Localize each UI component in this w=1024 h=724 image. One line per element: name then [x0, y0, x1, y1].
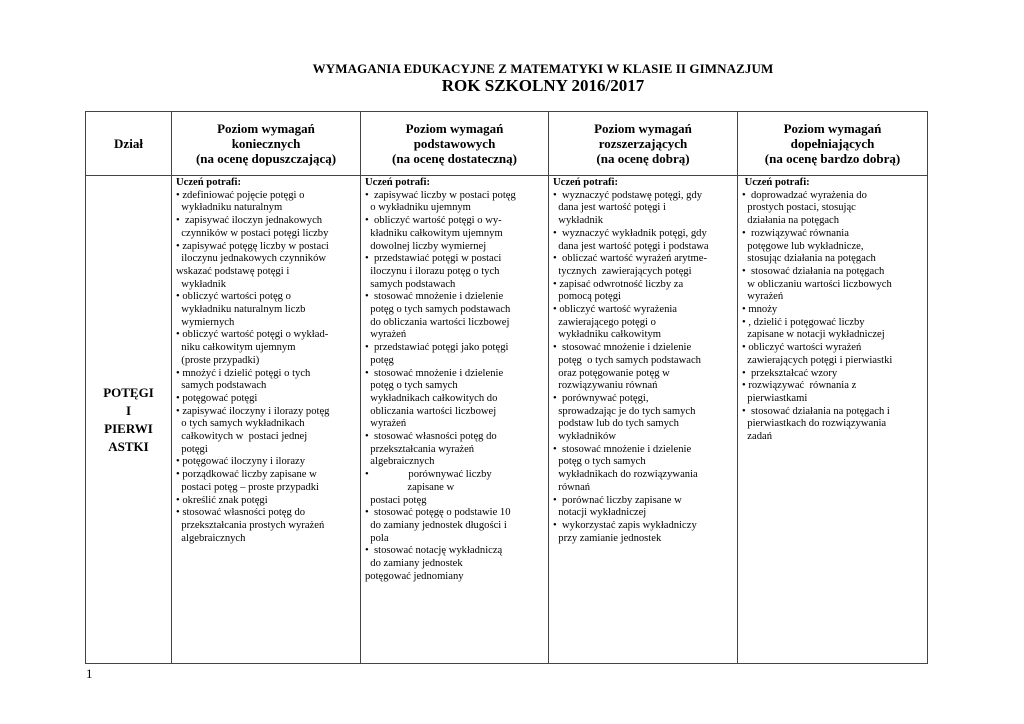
requirement-line: • stosować potęgę o podstawie 10 [365, 507, 511, 519]
requirement-line: równań [553, 481, 591, 493]
requirement-line: potęg o tych samych [365, 380, 458, 392]
requirement-line: sprowadzając je do tych samych [553, 405, 696, 417]
requirement-line: wykładnik [176, 278, 227, 290]
requirement-line: • obliczyć wartość potęgi o wykład- [176, 329, 329, 341]
header-line: dopełniających [790, 136, 875, 151]
section-name-line: ASTKI [108, 438, 149, 454]
requirement-line: pomocą potęgi [553, 291, 621, 303]
requirement-line: prostych postaci, stosując [742, 202, 856, 214]
requirement-line: wykładniku naturalnym [176, 202, 283, 214]
requirement-line: do zamiany jednostek [365, 558, 463, 570]
requirement-line: niku całkowitym ujemnym [176, 342, 296, 354]
requirement-line: zapisane w [365, 481, 455, 493]
requirement-line: wykładnikach do rozwiązywania [553, 469, 698, 481]
requirement-line: • stosować notację wykładniczą [365, 545, 503, 557]
requirement-line: • obliczać wartość wyrażeń arytme- [553, 253, 708, 265]
requirement-line: postaci potęg – proste przypadki [176, 481, 319, 493]
requirement-line: zawierającego potęgi o [553, 316, 656, 328]
requirement-line: • obliczyć wartość wyrażenia [553, 304, 678, 316]
requirement-line: • zapisywać iloczyn jednakowych [176, 215, 323, 227]
requirement-line: podstaw lub do tych samych [553, 418, 679, 430]
requirement-line: • stosować działania na potęgach [742, 265, 885, 277]
page-number: 1 [86, 666, 93, 681]
requirement-line: • określić znak potęgi [176, 494, 268, 506]
requirement-line: obliczania wartości liczbowej [365, 405, 497, 417]
column-lead: Uczeń potrafi: [742, 177, 810, 188]
section-name-line: I [125, 402, 132, 418]
header-line: koniecznych [231, 136, 301, 151]
requirement-line: kładniku całkowitym ujemnym [365, 227, 503, 239]
requirement-line: dowolnej liczby wymiernej [365, 240, 487, 252]
requirement-line: wskazać podstawę potęgi i [176, 265, 290, 277]
requirement-line: wyrażeń [365, 329, 407, 341]
requirement-line: przy zamianie jednostek [553, 532, 662, 544]
header-line: (na ocenę bardzo dobrą) [764, 151, 901, 166]
requirement-line: pierwiastkach do rozwiązywania [742, 418, 887, 430]
requirement-line: do obliczania wartości liczbowej [365, 316, 510, 328]
requirement-line: potęgować jednomiany [365, 570, 464, 582]
header-row [86, 112, 928, 176]
section-name-cell [86, 176, 172, 664]
header-line: Poziom wymagań [594, 121, 692, 136]
requirement-line: potęgi [176, 443, 208, 455]
requirement-line: • zapisywać liczby w postaci potęg [365, 189, 516, 201]
requirement-line: oraz potęgowanie potęg w [553, 367, 670, 379]
requirement-line: wykładników [553, 431, 616, 443]
requirement-line: • wykorzystać zapis wykładniczy [553, 519, 697, 531]
requirement-line: tycznych zawierających potęgi [553, 265, 692, 277]
requirement-line: • zapisywać potęgę liczby w postaci [176, 240, 329, 252]
column-lead: Uczeń potrafi: [365, 177, 431, 188]
requirement-line: • stosować mnożenie i dzielenie [365, 291, 504, 303]
requirement-line: • stosować działania na potęgach i [742, 405, 890, 417]
requirement-line: notacji wykładniczej [553, 507, 647, 519]
requirement-line: • potęgować potęgi [176, 392, 258, 404]
requirement-line: czynników w postaci potęgi liczby [176, 227, 329, 239]
section-name-line: PIERWI [104, 420, 153, 436]
requirement-line: • zapisywać iloczyny i ilorazy potęg [176, 405, 330, 417]
header-line: (na ocenę dopuszczającą) [195, 151, 337, 166]
requirement-line: pierwiastkami [742, 392, 808, 404]
requirement-line: wyrażeń [742, 291, 784, 303]
header-line: (na ocenę dobrą) [596, 151, 690, 166]
requirement-line: potęg o tych samych podstawach [553, 354, 701, 366]
requirement-line: dana jest wartość potęgi i podstawa [553, 240, 709, 252]
requirement-line: • przedstawiać potęgi jako potęgi [365, 342, 509, 354]
requirement-line: w obliczaniu wartości liczbowych [742, 278, 892, 290]
requirement-line: • mnoży [742, 304, 778, 316]
column-lead: Uczeń potrafi: [553, 177, 619, 188]
requirement-line: • rozwiązywać równania z [742, 380, 857, 392]
header-level-4 [738, 112, 928, 176]
header-line: rozszerzających [598, 136, 688, 151]
requirement-line: wykładniku całkowitym [553, 329, 661, 341]
requirement-line: samych podstawach [176, 380, 267, 392]
requirement-line: • przekształcać wzory [742, 367, 838, 379]
requirement-line: • stosować mnożenie i dzielenie [553, 443, 692, 455]
requirement-line: potęgowe lub wykładnicze, [742, 240, 864, 252]
requirement-line: stosując działania na potęgach [742, 253, 876, 265]
section-name-line: POTĘGI [103, 384, 154, 400]
requirements-table [85, 111, 928, 664]
requirement-line: samych podstawach [365, 278, 456, 290]
requirement-line: • stosować mnożenie i dzielenie [553, 342, 692, 354]
requirement-line: • zapisać odwrotność liczby za [553, 278, 684, 290]
requirement-line: • porównywać liczby [365, 469, 492, 481]
requirement-line: działania na potęgach [742, 215, 840, 227]
requirement-line: o wykładniku ujemnym [365, 202, 471, 214]
requirement-line: • doprowadzać wyrażenia do [742, 189, 867, 201]
requirement-line: • wyznaczyć wykładnik potęgi, gdy [553, 227, 707, 239]
header-line: Poziom wymagań [783, 121, 882, 136]
col-podstawowe [361, 176, 549, 664]
requirement-line: iloczynu i ilorazu potęg o tych [365, 265, 500, 277]
requirement-line: przekształcania prostych wyrażeń [176, 519, 325, 531]
requirement-line: • stosować własności potęg do [176, 507, 306, 519]
col-dopelniajace [738, 176, 928, 664]
requirement-line: • obliczyć wartości wyrażeń [742, 342, 862, 354]
header-dzial: Dział [86, 112, 172, 176]
document-title: WYMAGANIA EDUKACYJNE Z MATEMATYKI W KLASIE II GIMNAZJUM [312, 61, 774, 76]
requirement-line: • mnożyć i dzielić potęgi o tych [176, 367, 311, 379]
requirement-line: • obliczyć wartość potęgi o wy- [365, 215, 502, 227]
requirement-line: wykładnikach całkowitych do [365, 392, 498, 404]
requirement-line: • porównywać potęgi, [553, 392, 649, 404]
requirement-line: potęg [365, 354, 394, 366]
col-konieczne [172, 176, 361, 664]
requirement-line: • obliczyć wartości potęg o [176, 291, 291, 303]
requirement-line: • stosować własności potęg do [365, 431, 497, 443]
requirement-line: zapisane w notacji wykładniczej [742, 329, 885, 341]
requirement-line: • potęgować iloczyny i ilorazy [176, 456, 306, 468]
col-rozszerzajace [549, 176, 738, 664]
requirement-line: przekształcania wyrażeń [365, 443, 475, 455]
header-line: podstawowych [413, 136, 496, 151]
requirement-line: • zdefiniować pojęcie potęgi o [176, 189, 305, 201]
requirement-line: o tych samych wykładnikach [176, 418, 305, 430]
requirement-line: wymiernych [176, 316, 235, 328]
requirement-line: algebraicznych [365, 456, 435, 468]
requirement-line: do zamiany jednostek długości i [365, 519, 507, 531]
requirement-line: • rozwiązywać równania [742, 227, 849, 239]
content-row [86, 176, 928, 664]
header-level-2 [361, 112, 549, 176]
requirement-line: potęg o tych samych [553, 456, 646, 468]
requirement-line: (proste przypadki) [176, 354, 260, 366]
header-level-1 [172, 112, 361, 176]
requirement-line: • , dzielić i potęgować liczby [742, 316, 865, 328]
requirement-line: • porównać liczby zapisane w [553, 494, 682, 506]
school-year-title: ROK SZKOLNY 2016/2017 [441, 76, 645, 95]
requirement-line: • przedstawiać potęgi w postaci [365, 253, 502, 265]
header-line: Poziom wymagań [405, 121, 504, 136]
requirement-line: algebraicznych [176, 532, 246, 544]
header-line: (na ocenę dostateczną) [392, 151, 517, 166]
requirement-line: iloczynu jednakowych czynników [176, 253, 327, 265]
requirement-line: dana jest wartość potęgi i [553, 202, 666, 214]
requirement-line: • wyznaczyć podstawę potęgi, gdy [553, 189, 703, 201]
header-level-3 [549, 112, 738, 176]
requirement-line: zawierających potęgi i pierwiastki [742, 354, 893, 366]
requirement-line: wykładnik [553, 215, 604, 227]
column-lead: Uczeń potrafi: [176, 177, 242, 188]
requirement-line: zadań [742, 431, 772, 443]
requirement-line: • porządkować liczby zapisane w [176, 469, 317, 481]
requirement-line: wyrażeń [365, 418, 407, 430]
requirement-line: postaci potęg [365, 494, 427, 506]
header-line: Poziom wymagań [217, 121, 315, 136]
requirement-line: pola [365, 532, 389, 544]
requirement-line: całkowitych w postaci jednej [176, 431, 308, 443]
requirement-line: • stosować mnożenie i dzielenie [365, 367, 504, 379]
requirement-line: rozwiązywaniu równań [553, 380, 658, 392]
requirement-line: potęg o tych samych podstawach [365, 304, 511, 316]
requirement-line: wykładniku naturalnym liczb [176, 304, 306, 316]
